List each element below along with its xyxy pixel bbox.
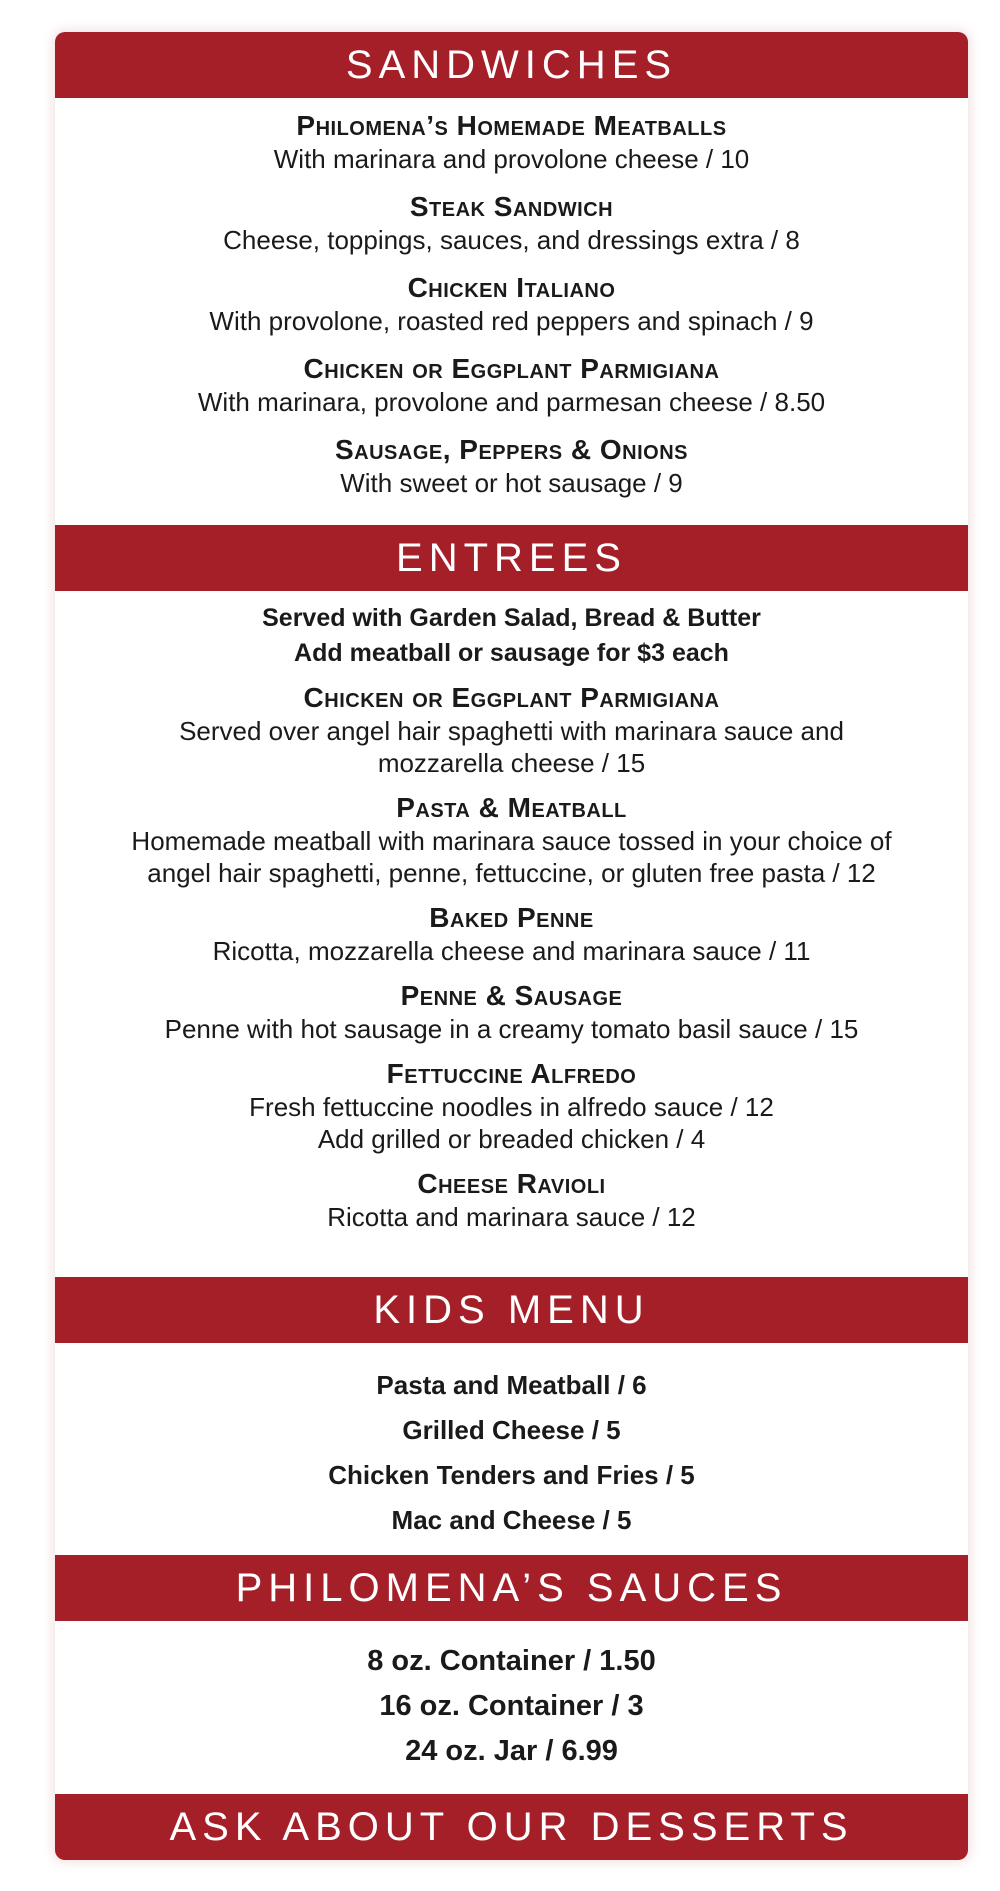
menu-card	[55, 32, 968, 1860]
sauce-item: 8 oz. Container / 1.50	[367, 1645, 656, 1677]
item-desc: With marinara and provolone cheese / 10	[273, 144, 750, 174]
item-name: Pasta & Meatball	[396, 792, 627, 823]
sauce-item: 16 oz. Container / 3	[379, 1690, 644, 1722]
kids-item: Mac and Cheese / 5	[391, 1505, 632, 1535]
item-desc: angel hair spaghetti, penne, fettuccine, or gluten free pasta / 12	[147, 858, 876, 888]
entrees-section	[55, 601, 968, 1233]
item-name: Chicken or Eggplant Parmigiana	[303, 353, 720, 384]
sandwiches-header: SANDWICHES	[55, 32, 968, 98]
sauces-section	[55, 1639, 968, 1774]
item-desc: Ricotta, mozzarella cheese and marinara sauce / 11	[212, 936, 811, 966]
entrees-note: Add meatball or sausage for $3 each	[294, 639, 729, 667]
desserts-banner: ASK ABOUT OUR DESSERTS	[55, 1794, 968, 1860]
item-desc: With provolone, roasted red peppers and spinach / 9	[209, 306, 814, 336]
kids-item: Grilled Cheese / 5	[402, 1415, 621, 1445]
kids-item: Pasta and Meatball / 6	[376, 1370, 647, 1400]
item-desc: mozzarella cheese / 15	[377, 748, 646, 778]
menu-item	[55, 352, 968, 418]
entrees-note: Served with Garden Salad, Bread & Butter	[262, 604, 761, 632]
item-name: Penne & Sausage	[400, 980, 623, 1011]
item-desc: Cheese, toppings, sauces, and dressings extra / 8	[223, 225, 800, 255]
item-name: Chicken Italiano	[407, 272, 616, 303]
item-desc: Add grilled or breaded chicken / 4	[317, 1124, 706, 1154]
menu-item	[55, 979, 968, 1045]
item-name: Steak Sandwich	[409, 191, 614, 222]
kids-item: Chicken Tenders and Fries / 5	[328, 1460, 695, 1490]
item-name: Cheese Ravioli	[417, 1168, 606, 1199]
menu-item	[55, 1167, 968, 1233]
item-desc: Ricotta and marinara sauce / 12	[327, 1202, 696, 1232]
item-desc: Served over angel hair spaghetti with marinara sauce and	[179, 716, 844, 746]
entrees-header: ENTREES	[55, 525, 968, 591]
item-desc: With sweet or hot sausage / 9	[340, 468, 683, 498]
menu-item	[55, 271, 968, 337]
kids-header: KIDS MENU	[55, 1277, 968, 1343]
item-desc: With marinara, provolone and parmesan cheese / 8.50	[197, 387, 826, 417]
item-desc: Homemade meatball with marinara sauce tossed in your choice of	[131, 826, 892, 856]
item-name: Baked Penne	[429, 902, 594, 933]
sauces-header: PHILOMENA’S SAUCES	[55, 1555, 968, 1621]
item-desc: Penne with hot sausage in a creamy tomato basil sauce / 15	[164, 1014, 859, 1044]
item-name: Chicken or Eggplant Parmigiana	[303, 682, 720, 713]
item-name: Sausage, Peppers & Onions	[334, 434, 689, 465]
item-name: Philomena’s Homemade Meatballs	[296, 110, 727, 141]
menu-item	[55, 791, 968, 889]
sauce-item: 24 oz. Jar / 6.99	[405, 1735, 618, 1767]
item-desc: Fresh fettuccine noodles in alfredo sauce / 12	[249, 1092, 774, 1122]
menu-item	[55, 190, 968, 256]
menu-item	[55, 901, 968, 967]
menu-item	[55, 681, 968, 779]
item-name: Fettuccine Alfredo	[386, 1058, 637, 1089]
kids-section	[55, 1363, 968, 1543]
menu-item	[55, 433, 968, 499]
menu-item	[55, 1057, 968, 1155]
sandwiches-section	[55, 98, 968, 499]
menu-item	[55, 109, 968, 175]
